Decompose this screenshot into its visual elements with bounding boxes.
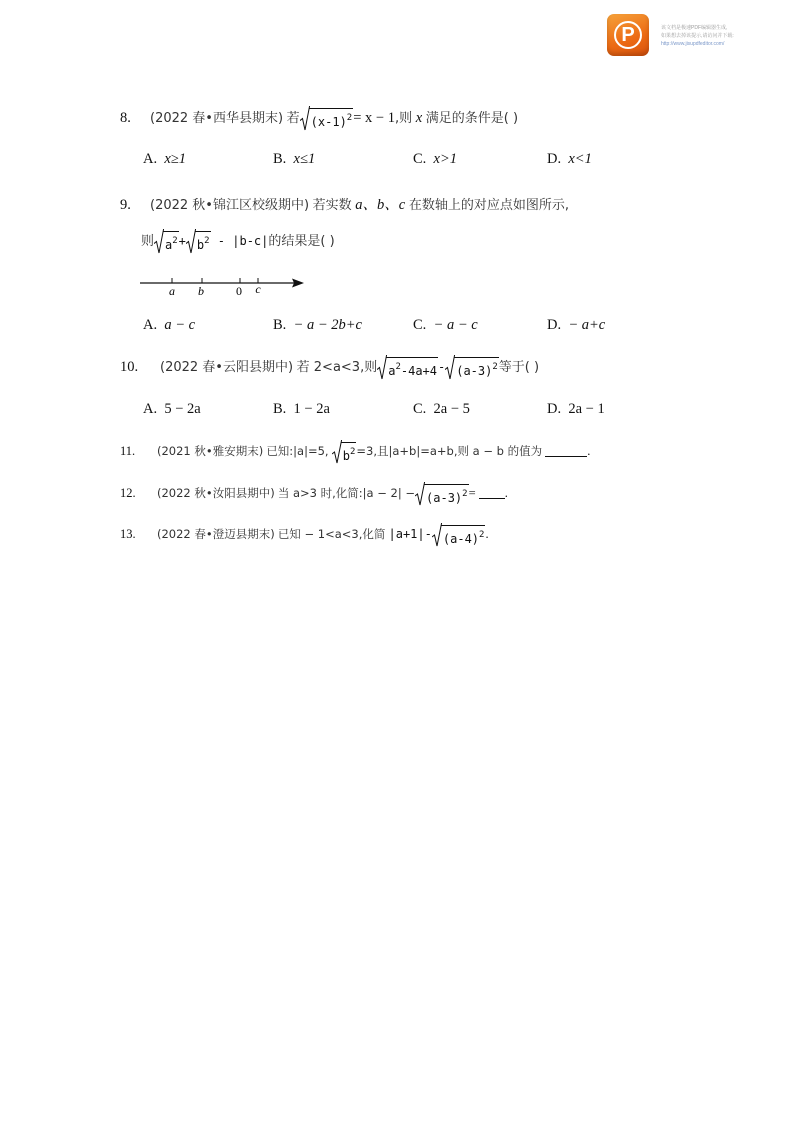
option-c[interactable] xyxy=(413,401,470,418)
question-text: 在数轴上的对应点如图所示, xyxy=(408,198,569,213)
radical-expression xyxy=(415,482,469,506)
question-source: (2022 秋•锦江区校级期中) xyxy=(150,198,310,213)
question-text: 的结果是( ) xyxy=(268,233,335,249)
label-zero: 0 xyxy=(236,284,242,298)
option-a[interactable] xyxy=(143,317,195,334)
question-text: 等于( ) xyxy=(498,359,540,375)
answer-blank[interactable] xyxy=(479,498,505,499)
number-line xyxy=(138,274,308,300)
option-a[interactable] xyxy=(143,401,201,418)
radicand: (a-3) xyxy=(426,491,463,505)
question-text: 若 2<a<3,则 xyxy=(296,359,378,375)
question-10: 10. (2022 春•云阳县期中) 若 2<a<3,则 $a^2-4a+4-$ $(a-3)^2$等于( ) xyxy=(120,355,539,380)
exponent: 2 xyxy=(492,362,498,372)
exponent: 2 xyxy=(462,489,468,499)
exponent: 2 xyxy=(172,236,178,246)
equation-rhs: = x − 1 xyxy=(353,109,395,126)
option-label: A. xyxy=(143,151,158,167)
exponent: 2 xyxy=(479,530,485,540)
variables: a、b、c xyxy=(355,197,406,213)
question-source: (2022 春•澄迈县期末) xyxy=(157,526,275,541)
radical-expression xyxy=(154,229,179,254)
question-text: 若 xyxy=(286,110,300,126)
label-a: a xyxy=(169,284,175,298)
watermark-line-1: 该文档是极速PDF编辑器生成, xyxy=(661,25,728,31)
option-text: 1 − 2a xyxy=(293,401,330,417)
radical-expression xyxy=(445,355,499,380)
question-number: 10. xyxy=(120,358,139,375)
question-text: 满足的条件是( ) xyxy=(425,110,519,126)
question-text: 已知:|a|=5, xyxy=(266,443,329,458)
option-text: − a − 2b+c xyxy=(293,317,362,333)
option-d[interactable] xyxy=(547,151,592,168)
exponent: 2 xyxy=(395,362,401,372)
option-text: x<1 xyxy=(568,151,592,167)
question-9 xyxy=(120,193,569,214)
option-label: D. xyxy=(547,151,562,167)
variable: x xyxy=(415,109,423,126)
question-9-expression: 则 $a^2+$ $b^2 - |b-c|$的结果是( ) xyxy=(141,229,335,254)
question-text: =3,且|a+b|=a+b,则 a − b 的值为 xyxy=(356,443,543,458)
option-label: C. xyxy=(413,317,427,333)
option-a[interactable] xyxy=(143,151,186,168)
option-b[interactable] xyxy=(273,317,362,334)
option-text: 2a − 1 xyxy=(568,401,605,417)
radicand: a xyxy=(165,238,173,252)
watermark-text xyxy=(661,24,734,48)
absolute-value-expression: b-c xyxy=(239,233,262,248)
question-text: 当 a>3 时,化简:|a − 2| − xyxy=(277,485,416,500)
radical-expression xyxy=(300,106,354,131)
option-c[interactable] xyxy=(413,151,457,168)
option-label: B. xyxy=(273,317,287,333)
option-text: a − c xyxy=(164,317,196,333)
option-text: 5 − 2a xyxy=(164,401,201,417)
exponent: 2 xyxy=(204,236,210,246)
question-12 xyxy=(120,482,508,506)
question-text: 若实数 xyxy=(312,198,352,213)
end-mark: . xyxy=(504,485,508,500)
radicand: b xyxy=(196,238,205,252)
option-label: B. xyxy=(273,401,287,417)
option-label: C. xyxy=(413,151,427,167)
option-c[interactable] xyxy=(413,317,478,334)
exponent: 2 xyxy=(346,113,353,123)
radicand: a xyxy=(388,364,396,378)
label-c: c xyxy=(255,282,261,296)
option-text: − a − c xyxy=(433,317,478,333)
option-text: − a+c xyxy=(568,317,606,333)
question-number: 9. xyxy=(120,197,131,213)
option-text: x>1 xyxy=(433,151,458,167)
option-b[interactable] xyxy=(273,151,315,168)
question-number: 8. xyxy=(120,109,131,126)
option-text: 2a − 5 xyxy=(433,401,470,417)
question-source: (2022 秋•汝阳县期中) xyxy=(157,485,275,500)
answer-blank[interactable] xyxy=(545,456,587,457)
option-d[interactable] xyxy=(547,317,605,334)
question-13: 13. (2022 春•澄迈县期末) 已知 − 1<a<3,化简 |a+1|- $(a-4)^2$. xyxy=(120,523,489,547)
option-label: A. xyxy=(143,317,158,333)
radicand-rest: -4a+4 xyxy=(400,364,437,378)
end-mark: . xyxy=(485,526,489,541)
watermark-line-2: 如果想去掉该提示,请访问并下载: xyxy=(661,33,734,39)
question-11 xyxy=(120,440,590,464)
radical-expression xyxy=(332,440,357,464)
option-text: x≥1 xyxy=(164,151,187,167)
question-text: 已知 − 1<a<3,化简 xyxy=(277,526,386,541)
question-number: 11. xyxy=(120,443,136,458)
option-label: A. xyxy=(143,401,158,417)
watermark-logo xyxy=(607,14,649,56)
radicand: (x-1) xyxy=(310,115,347,129)
question-number: 12. xyxy=(120,485,136,500)
equals: = xyxy=(468,485,476,500)
question-number: 13. xyxy=(120,526,136,541)
question-source: (2022 春•西华县期末) xyxy=(150,110,284,126)
radicand: (a-4) xyxy=(442,532,480,546)
question-source: (2022 春•云阳县期中) xyxy=(160,359,294,375)
option-label: B. xyxy=(273,151,287,167)
radical-expression xyxy=(432,523,489,547)
watermark-url[interactable]: http://www.jisupdfeditor.com/ xyxy=(661,41,725,47)
question-8 xyxy=(120,106,518,131)
question-source: (2021 秋•雅安期末) xyxy=(157,443,264,458)
option-b[interactable] xyxy=(273,401,330,418)
end-mark: . xyxy=(587,443,591,458)
option-text: x≤1 xyxy=(293,151,316,167)
question-text: 则 xyxy=(141,233,155,249)
radicand: b xyxy=(342,449,350,463)
absolute-value-expression: a+1 xyxy=(395,526,418,541)
radicand: (a-3) xyxy=(456,364,493,378)
radical-expression xyxy=(186,229,211,254)
minus: - xyxy=(424,526,432,541)
option-label: C. xyxy=(413,401,427,417)
question-text: ,则 xyxy=(394,110,413,126)
label-b: b xyxy=(198,284,204,298)
option-label: D. xyxy=(547,401,562,417)
watermark-logo-letter: P xyxy=(621,24,635,46)
option-d[interactable] xyxy=(547,401,605,418)
exponent: 2 xyxy=(349,447,356,457)
option-label: D. xyxy=(547,317,562,333)
radical-expression xyxy=(377,355,438,380)
